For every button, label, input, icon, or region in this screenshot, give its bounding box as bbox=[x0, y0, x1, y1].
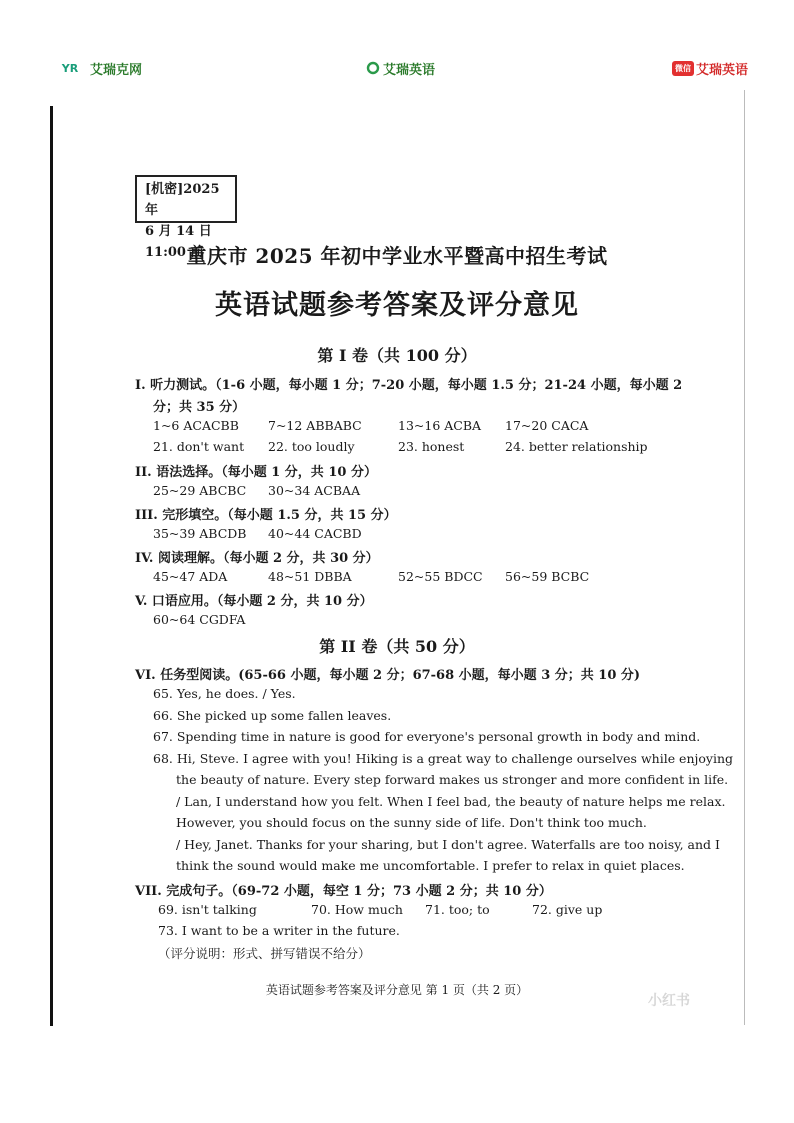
answer-group: 17~20 CACA bbox=[505, 418, 589, 433]
wechat-badge-icon: 微信 bbox=[672, 61, 694, 76]
section-1-answers-row-1 bbox=[153, 418, 588, 433]
section-2-answers bbox=[153, 483, 360, 498]
answer-68-line-4: However, you should focus on the sunny side of life. Don't think too much. bbox=[176, 815, 647, 830]
section-4-heading: IV. 阅读理解。（每小题 2 分，共 30 分） bbox=[135, 551, 379, 566]
answer-item: 24. better relationship bbox=[505, 439, 648, 454]
section-1-heading-cont: 分；共 35 分） bbox=[153, 400, 246, 415]
answer-group: 35~39 ABCDB bbox=[153, 526, 247, 541]
section-4-answers bbox=[153, 569, 589, 584]
section-7-heading: VII. 完成句子。（69-72 小题，每空 1 分；73 小题 2 分；共 10 分） bbox=[135, 884, 552, 899]
section-5-heading: V. 口语应用。（每小题 2 分，共 10 分） bbox=[135, 594, 373, 609]
answer-item: 71. too; to bbox=[425, 902, 490, 917]
answer-item: 21. don't want bbox=[153, 439, 245, 454]
exam-title: 重庆市 2025 年初中学业水平暨高中招生考试 bbox=[186, 244, 608, 268]
answer-item: 69. isn't talking bbox=[158, 902, 257, 917]
answer-68-line-6: think the sound would make me uncomfortable. I prefer to relax in quiet places. bbox=[176, 858, 685, 873]
confidential-stamp bbox=[135, 175, 237, 260]
answer-67: 67. Spending time in nature is good for everyone's personal growth in body and mind. bbox=[153, 729, 701, 744]
header-left-text: 艾瑞克网 bbox=[90, 62, 143, 78]
section-2-heading: II. 语法选择。（每小题 1 分，共 10 分） bbox=[135, 465, 377, 480]
leaf-icon bbox=[366, 61, 380, 75]
scoring-note: （评分说明：形式、拼写错误不给分） bbox=[158, 946, 371, 961]
stamp-line-2: 6 月 14 日 11:00 前 bbox=[145, 224, 212, 260]
header-mid-text: 艾瑞英语 bbox=[383, 62, 436, 78]
page-border-right bbox=[744, 90, 745, 1025]
answer-66: 66. She picked up some fallen leaves. bbox=[153, 708, 392, 723]
answer-group: 45~47 ADA bbox=[153, 569, 228, 584]
header-left-logo bbox=[54, 57, 142, 79]
section-7-answers bbox=[158, 902, 602, 917]
answer-item: 70. How much bbox=[311, 902, 403, 917]
answer-group: 52~55 BDCC bbox=[398, 569, 483, 584]
header-mid-logo bbox=[366, 57, 435, 79]
answer-item: 72. give up bbox=[532, 902, 603, 917]
header-right-text: 艾瑞英语 bbox=[696, 62, 749, 78]
answer-65: 65. Yes, he does. / Yes. bbox=[153, 686, 296, 701]
answer-68-line-2: the beauty of nature. Every step forward makes us stronger and more confident in life. bbox=[176, 772, 729, 787]
section-5-answers bbox=[153, 612, 245, 627]
document-title: 英语试题参考答案及评分意见 bbox=[215, 290, 579, 321]
stamp-line-1: [机密]2025 年 bbox=[145, 182, 220, 218]
answer-group: 40~44 CACBD bbox=[268, 526, 362, 541]
answer-group: 7~12 ABBABC bbox=[268, 418, 362, 433]
answer-group: 1~6 ACACBB bbox=[153, 418, 239, 433]
volume-2-heading: 第 II 卷（共 50 分） bbox=[319, 637, 475, 656]
answer-group: 56~59 BCBC bbox=[505, 569, 590, 584]
answer-group: 30~34 ACBAA bbox=[268, 483, 361, 498]
section-3-heading: III. 完形填空。（每小题 1.5 分，共 15 分） bbox=[135, 508, 397, 523]
section-1-heading: I. 听力测试。（1-6 小题，每小题 1 分；7-20 小题，每小题 1.5 分；21-24 小题，每小题 2 bbox=[135, 378, 683, 393]
answer-68-line-1: 68. Hi, Steve. I agree with you! Hiking is a great way to challenge ourselves while enjoying bbox=[153, 751, 734, 766]
answer-group: 48~51 DBBA bbox=[268, 569, 352, 584]
section-3-answers bbox=[153, 526, 362, 541]
section-1-answers-row-2 bbox=[153, 439, 648, 454]
answer-group: 60~64 CGDFA bbox=[153, 612, 246, 627]
answer-68-line-3: / Lan, I understand how you felt. When I feel bad, the beauty of nature helps me relax. bbox=[176, 794, 726, 809]
answer-item: 23. honest bbox=[398, 439, 465, 454]
watermark: 小红书 bbox=[648, 993, 690, 1009]
answer-68-line-5: / Hey, Janet. Thanks for your sharing, but I don't agree. Waterfalls are too noisy, and I bbox=[176, 837, 720, 852]
volume-1-heading: 第 I 卷（共 100 分） bbox=[317, 346, 477, 365]
yr-logo-icon: YR bbox=[61, 61, 79, 75]
answer-item: 22. too loudly bbox=[268, 439, 355, 454]
answer-73: 73. I want to be a writer in the future. bbox=[158, 923, 400, 938]
answer-group: 13~16 ACBA bbox=[398, 418, 482, 433]
section-6-heading: VI. 任务型阅读。(65-66 小题，每小题 2 分；67-68 小题，每小题 3 分；共 10 分) bbox=[135, 668, 641, 683]
header-right-logo bbox=[672, 57, 748, 79]
page-footer: 英语试题参考答案及评分意见 第 1 页（共 2 页） bbox=[265, 983, 529, 997]
answer-group: 25~29 ABCBC bbox=[153, 483, 247, 498]
